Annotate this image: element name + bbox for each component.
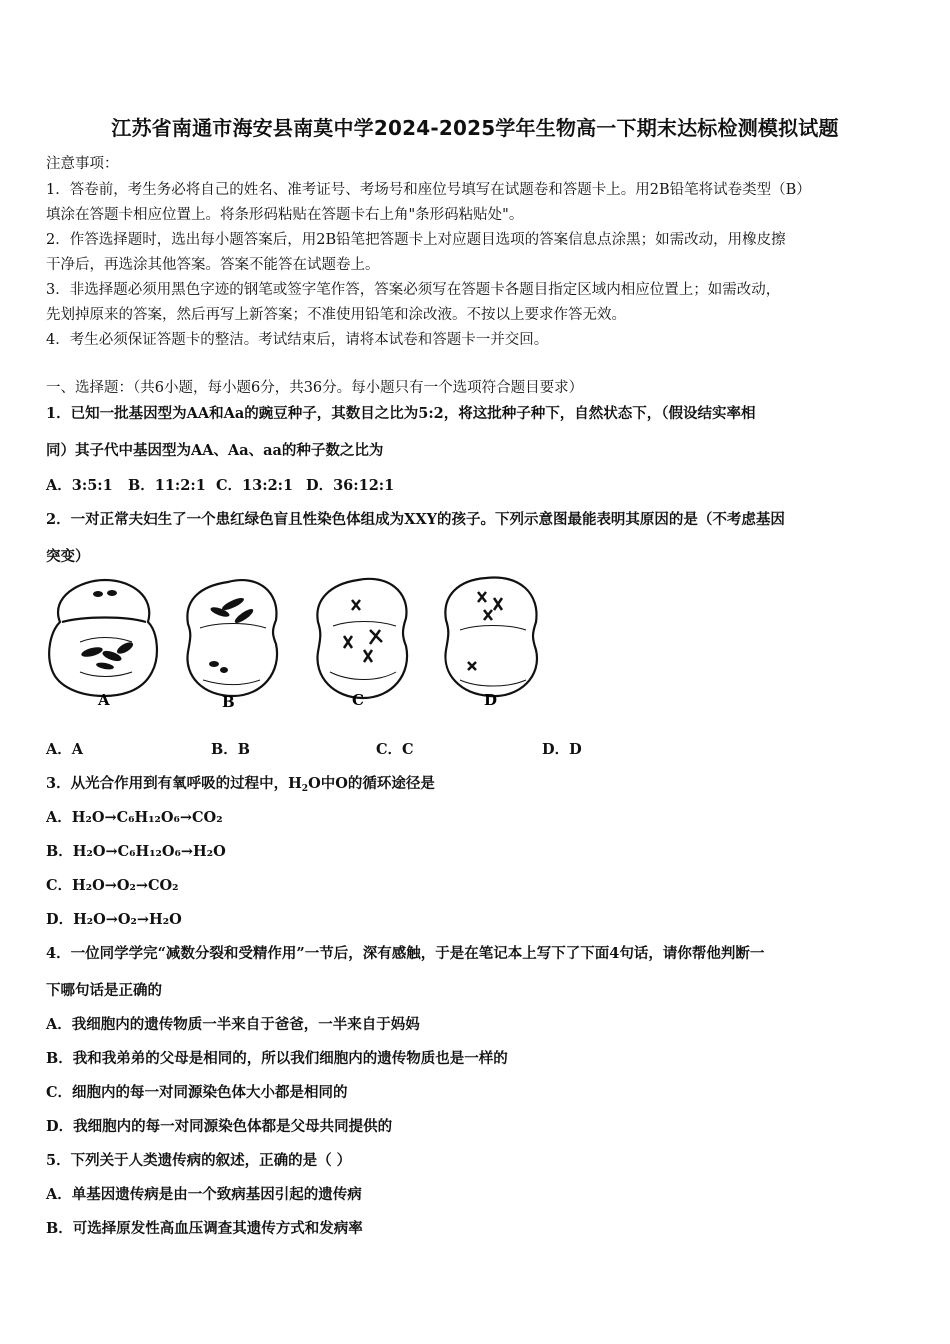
notice-line: 填涂在答题卡相应位置上。将条形码粘贴在答题卡右上角"条形码粘贴处"。	[46, 207, 524, 223]
figure-label-c: C	[352, 691, 364, 709]
notice-line: 4．考生必须保证答题卡的整洁。考试结束后，请将本试卷和答题卡一并交回。	[46, 332, 549, 348]
q5-stem: 5．下列关于人类遗传病的叙述，正确的是（ ）	[46, 1152, 352, 1169]
q2-option-b[interactable]: B．B	[211, 741, 251, 758]
meiosis-diagram	[40, 572, 550, 722]
q3-option-a[interactable]: A．H₂O→C₆H₁₂O₆→CO₂	[46, 809, 223, 826]
q4-option-b[interactable]: B．我和我弟弟的父母是相同的，所以我们细胞内的遗传物质也是一样的	[46, 1050, 508, 1067]
q3-option-c[interactable]: C．H₂O→O₂→CO₂	[46, 877, 179, 894]
q3-stem: 3．从光合作用到有氧呼吸的过程中，$H_2O$中O的循环途径是	[46, 775, 435, 794]
notice-line: 3．非选择题必须用黑色字迹的钢笔或签字笔作答，答案必须写在答题卡各题目指定区域内相应位置上；如需改动，	[46, 282, 781, 298]
figure-label-b: B	[222, 693, 235, 711]
q1-option-a[interactable]: A．3:5:1	[46, 477, 113, 494]
q1-option-b[interactable]: B．11:2:1	[128, 477, 206, 494]
q4-stem-line2: 下哪句话是正确的	[46, 982, 162, 999]
q2-option-c[interactable]: C．C	[376, 741, 414, 758]
notice-line: 2．作答选择题时，选出每小题答案后，用2B铅笔把答题卡上对应题目选项的答案信息点涂黑；如需改动，用橡皮擦	[46, 232, 786, 248]
q2-stem-line1: 2．一对正常夫妇生了一个患红绿色盲且性染色体组成为XXY的孩子。下列示意图最能表明其原因的是（不考虑基因	[46, 511, 785, 528]
q3-option-b[interactable]: B．H₂O→C₆H₁₂O₆→H₂O	[46, 843, 226, 860]
q1-stem-line2: 同）其子代中基因型为AA、Aa、aa的种子数之比为	[46, 442, 384, 459]
notice-line: 先划掉原来的答案，然后再写上新答案；不准使用铅笔和涂改液。不按以上要求作答无效。	[46, 307, 626, 323]
q4-option-d[interactable]: D．我细胞内的每一对同源染色体都是父母共同提供的	[46, 1118, 393, 1135]
figure-label-a: A	[98, 691, 110, 709]
q4-option-c[interactable]: C．细胞内的每一对同源染色体大小都是相同的	[46, 1084, 348, 1101]
q1-option-d[interactable]: D．36:12:1	[306, 477, 395, 494]
cell-d-figure	[445, 577, 537, 696]
section-heading: 一、选择题：（共6小题，每小题6分，共36分。每小题只有一个选项符合题目要求）	[46, 380, 584, 396]
page-title: 江苏省南通市海安县南莫中学2024-2025学年生物高一下期末达标检测模拟试题	[111, 116, 839, 140]
q2-option-d[interactable]: D．D	[542, 741, 582, 758]
q2-option-a[interactable]: A．A	[46, 741, 84, 758]
figure-label-d: D	[484, 691, 498, 709]
cell-c-figure	[317, 579, 407, 698]
q1-option-c[interactable]: C．13:2:1	[216, 477, 294, 494]
notice-line: 干净后，再选涂其他答案。答案不能答在试题卷上。	[46, 257, 380, 273]
cell-b-figure	[187, 580, 277, 696]
q5-option-a[interactable]: A．单基因遗传病是由一个致病基因引起的遗传病	[46, 1186, 362, 1203]
q2-stem-line2: 突变）	[46, 548, 90, 565]
q4-stem-line1: 4．一位同学学完“减数分裂和受精作用”一节后，深有感触，于是在笔记本上写下了下面4句话，请你帮他判断一	[46, 945, 765, 962]
notice-line: 1．答卷前，考生务必将自己的姓名、准考证号、考场号和座位号填写在试题卷和答题卡上。用2B铅笔将试卷类型（B）	[46, 182, 811, 198]
cell-a-figure	[49, 580, 157, 696]
q5-option-b[interactable]: B．可选择原发性高血压调查其遗传方式和发病率	[46, 1220, 363, 1237]
q3-option-d[interactable]: D．H₂O→O₂→H₂O	[46, 911, 182, 928]
notice-heading: 注意事项：	[46, 156, 119, 172]
q1-stem-line1: 1．已知一批基因型为AA和Aa的豌豆种子，其数目之比为5:2，将这批种子种下，自然状态下，（假设结实率相	[46, 405, 756, 422]
q4-option-a[interactable]: A．我细胞内的遗传物质一半来自于爸爸，一半来自于妈妈	[46, 1016, 420, 1033]
